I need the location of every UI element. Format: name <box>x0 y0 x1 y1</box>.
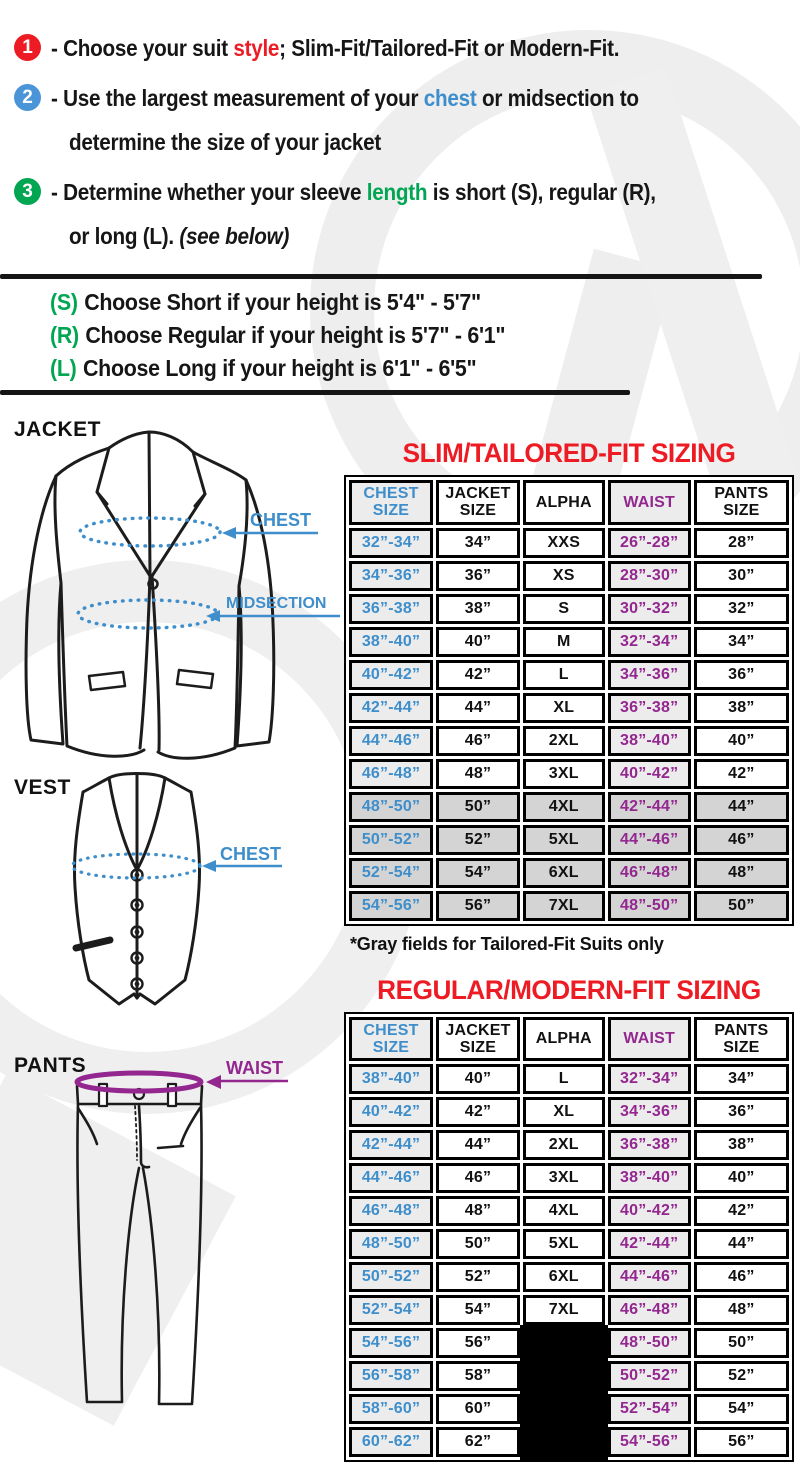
step-2-text-post: or midsection to <box>476 85 639 111</box>
waist-arrow-head <box>206 1075 221 1089</box>
column-header: JACKET SIZE <box>436 480 520 525</box>
size-cell: 42” <box>694 759 789 789</box>
column-header: WAIST <box>608 480 691 525</box>
size-cell: 58”-60” <box>349 1394 433 1424</box>
size-cell <box>523 1328 605 1358</box>
size-cell: 54” <box>694 1394 789 1424</box>
step-3-text: - Determine whether your sleeve <box>51 179 367 205</box>
size-cell: 38”-40” <box>608 1163 691 1193</box>
size-cell: 48”-50” <box>349 792 433 822</box>
step-3-badge: 3 <box>14 178 41 205</box>
size-row <box>349 561 789 591</box>
size-cell: 58” <box>436 1361 520 1391</box>
size-cell: 34” <box>694 1064 789 1094</box>
size-cell: XL <box>523 693 605 723</box>
size-cell: 40” <box>694 1163 789 1193</box>
long-text: Choose Long if your height is 6'1" - 6'5" <box>82 355 477 381</box>
size-cell: 6XL <box>523 858 605 888</box>
size-cell: 32”-34” <box>349 528 433 558</box>
size-cell: 50” <box>436 792 520 822</box>
column-header: ALPHA <box>523 480 605 525</box>
size-cell: 34”-36” <box>608 1097 691 1127</box>
size-row <box>349 627 789 657</box>
jacket-diagram <box>10 426 345 774</box>
size-cell: 40”-42” <box>608 1196 691 1226</box>
size-row <box>349 1097 789 1127</box>
size-cell: 56” <box>436 1328 520 1358</box>
step-1-text-post: ; Slim-Fit/Tailored-Fit or Modern-Fit. <box>279 35 620 61</box>
size-cell <box>523 1427 605 1457</box>
size-cell: 36” <box>436 561 520 591</box>
size-cell: 34”-36” <box>608 660 691 690</box>
jacket-title: JACKET <box>14 418 102 441</box>
size-cell: S <box>523 594 605 624</box>
size-row <box>349 528 789 558</box>
size-cell: 34”-36” <box>349 561 433 591</box>
step-3-highlight: length <box>366 179 428 205</box>
size-row <box>349 1394 789 1424</box>
size-cell: 52” <box>694 1361 789 1391</box>
size-row <box>349 1196 789 1226</box>
size-cell: 52” <box>436 825 520 855</box>
size-cell: 46” <box>436 726 520 756</box>
size-cell: 48” <box>436 1196 520 1226</box>
column-header: WAIST <box>608 1017 691 1062</box>
size-cell: 40”-42” <box>349 660 433 690</box>
regular-text: Choose Regular if your height is 5'7" - 6'1" <box>85 322 506 348</box>
size-row <box>349 1163 789 1193</box>
step-1-badge: 1 <box>14 34 41 61</box>
size-cell: XS <box>523 561 605 591</box>
size-cell: 2XL <box>523 726 605 756</box>
size-cell: 3XL <box>523 759 605 789</box>
size-cell: 50” <box>436 1229 520 1259</box>
size-cell: XXS <box>523 528 605 558</box>
size-row <box>349 1361 789 1391</box>
size-cell: 48”-50” <box>608 891 691 921</box>
size-cell: 36” <box>694 660 789 690</box>
size-cell: 5XL <box>523 825 605 855</box>
instruction-step-1 <box>14 26 792 70</box>
size-cell: 38” <box>694 1130 789 1160</box>
size-cell: M <box>523 627 605 657</box>
vest-title: VEST <box>14 776 71 799</box>
step-3-text-post: is short (S), regular (R), <box>427 179 656 205</box>
size-cell: 4XL <box>523 792 605 822</box>
size-cell <box>523 1361 605 1391</box>
size-row <box>349 792 789 822</box>
size-cell: 54”-56” <box>608 1427 691 1457</box>
size-row <box>349 1427 789 1457</box>
regular-modern-fit-title: REGULAR/MODERN-FIT SIZING <box>377 974 761 1005</box>
size-cell: 46”-48” <box>608 858 691 888</box>
size-cell: 44”-46” <box>349 726 433 756</box>
size-cell: 42” <box>436 1097 520 1127</box>
size-cell: 50”-52” <box>608 1361 691 1391</box>
instruction-step-2 <box>14 76 792 164</box>
size-row <box>349 858 789 888</box>
size-cell: 42” <box>694 1196 789 1226</box>
instruction-step-3 <box>14 170 792 258</box>
size-cell: 46”-48” <box>349 1196 433 1226</box>
size-cell: 28” <box>694 528 789 558</box>
size-cell: 42” <box>436 660 520 690</box>
size-cell: 32”-34” <box>608 627 691 657</box>
size-cell: 38”-40” <box>349 627 433 657</box>
size-row <box>349 1130 789 1160</box>
size-cell: XL <box>523 1097 605 1127</box>
size-cell: 36” <box>694 1097 789 1127</box>
size-cell: 50”-52” <box>349 825 433 855</box>
size-cell: 32” <box>694 594 789 624</box>
size-cell: 54” <box>436 858 520 888</box>
size-cell: 54”-56” <box>349 1328 433 1358</box>
size-cell: 26”-28” <box>608 528 691 558</box>
size-cell: 48” <box>694 858 789 888</box>
size-cell: 42”-44” <box>349 693 433 723</box>
size-cell: 44” <box>694 1229 789 1259</box>
size-cell: 40”-42” <box>608 759 691 789</box>
column-header: PANTS SIZE <box>694 1017 789 1062</box>
size-cell: 42”-44” <box>608 792 691 822</box>
size-cell: 46”-48” <box>608 1295 691 1325</box>
size-row <box>349 759 789 789</box>
size-cell: 36”-38” <box>608 1130 691 1160</box>
size-cell: 36”-38” <box>349 594 433 624</box>
size-cell: 50”-52” <box>349 1262 433 1292</box>
size-cell: 48” <box>436 759 520 789</box>
slim-tailored-fit-table <box>344 475 794 926</box>
size-cell: 44” <box>694 792 789 822</box>
jacket-midsection-label: MIDSECTION <box>226 595 327 612</box>
size-cell: 40” <box>436 627 520 657</box>
sizing-tables-column <box>344 438 794 1462</box>
size-cell: 4XL <box>523 1196 605 1226</box>
size-cell: 40”-42” <box>349 1097 433 1127</box>
size-cell: 54” <box>436 1295 520 1325</box>
size-cell: 48” <box>694 1295 789 1325</box>
size-cell: 56”-58” <box>349 1361 433 1391</box>
size-cell: 44”-46” <box>349 1163 433 1193</box>
size-cell: 52”-54” <box>608 1394 691 1424</box>
size-cell: 40” <box>694 726 789 756</box>
size-row <box>349 891 789 921</box>
slim-tailored-fit-title: SLIM/TAILORED-FIT SIZING <box>402 438 736 468</box>
step-1-text: - Choose your suit <box>51 35 234 61</box>
size-cell: 30” <box>694 561 789 591</box>
size-row <box>349 660 789 690</box>
size-cell: 42”-44” <box>349 1130 433 1160</box>
vest-chest-arrow-head <box>202 860 216 872</box>
pants-waist-label: WAIST <box>226 1058 283 1078</box>
size-row <box>349 1295 789 1325</box>
size-cell: L <box>523 660 605 690</box>
size-cell: 30”-32” <box>608 594 691 624</box>
column-header: PANTS SIZE <box>694 480 789 525</box>
size-cell: 52”-54” <box>349 858 433 888</box>
size-row <box>349 825 789 855</box>
chest-arrow-head <box>222 527 236 539</box>
size-cell: 5XL <box>523 1229 605 1259</box>
size-row <box>349 1229 789 1259</box>
size-cell: 34” <box>436 528 520 558</box>
size-cell: 52” <box>436 1262 520 1292</box>
size-row <box>349 594 789 624</box>
size-cell <box>523 1394 605 1424</box>
divider-line <box>0 390 630 395</box>
size-row <box>349 1262 789 1292</box>
column-header: ALPHA <box>523 1017 605 1062</box>
step-2-badge: 2 <box>14 84 41 111</box>
height-guide-long <box>50 352 540 385</box>
size-row <box>349 726 789 756</box>
size-cell: 7XL <box>523 891 605 921</box>
size-row <box>349 693 789 723</box>
size-cell: 6XL <box>523 1262 605 1292</box>
size-cell: 38”-40” <box>608 726 691 756</box>
instructions-list <box>14 26 792 264</box>
size-cell: 50” <box>694 1328 789 1358</box>
column-header: CHEST SIZE <box>349 1017 433 1062</box>
height-guide-regular <box>50 319 540 352</box>
jacket-chest-label: CHEST <box>250 510 312 530</box>
size-cell: 50” <box>694 891 789 921</box>
size-cell: 56” <box>694 1427 789 1457</box>
gray-fields-note: *Gray fields for Tailored-Fit Suits only <box>350 933 664 954</box>
size-cell: 44”-46” <box>608 1262 691 1292</box>
height-guide-short <box>50 286 540 319</box>
size-cell: 36”-38” <box>608 693 691 723</box>
divider-line <box>0 274 762 279</box>
size-cell: 34” <box>694 627 789 657</box>
column-header: JACKET SIZE <box>436 1017 520 1062</box>
step-3-see-below: (see below) <box>179 223 290 249</box>
size-cell: 38” <box>694 693 789 723</box>
regular-modern-fit-table <box>344 1012 794 1462</box>
size-cell: 62” <box>436 1427 520 1457</box>
short-key: (S) <box>50 289 78 315</box>
size-row <box>349 1064 789 1094</box>
step-2-highlight: chest <box>423 85 477 111</box>
step-1-highlight: style <box>233 35 280 61</box>
size-cell: 28”-30” <box>608 561 691 591</box>
size-cell: 60” <box>436 1394 520 1424</box>
size-cell: 44”-46” <box>608 825 691 855</box>
size-cell: 46” <box>694 1262 789 1292</box>
size-cell: L <box>523 1064 605 1094</box>
size-cell: 7XL <box>523 1295 605 1325</box>
size-cell: 54”-56” <box>349 891 433 921</box>
size-cell: 38”-40” <box>349 1064 433 1094</box>
size-row <box>349 1328 789 1358</box>
size-cell: 48”-50” <box>349 1229 433 1259</box>
size-cell: 56” <box>436 891 520 921</box>
long-key: (L) <box>50 355 77 381</box>
sleeve-length-height-guide <box>50 286 540 385</box>
step-3-text-line2: or long (L). <box>69 223 180 249</box>
size-cell: 3XL <box>523 1163 605 1193</box>
size-cell: 42”-44” <box>608 1229 691 1259</box>
pants-diagram <box>40 1058 302 1414</box>
size-cell: 38” <box>436 594 520 624</box>
step-2-text: - Use the largest measurement of your <box>51 85 424 111</box>
short-text: Choose Short if your height is 5'4" - 5'7" <box>84 289 481 315</box>
pants-title: PANTS <box>14 1054 87 1077</box>
size-cell: 52”-54” <box>349 1295 433 1325</box>
size-cell: 46” <box>436 1163 520 1193</box>
regular-key: (R) <box>50 322 79 348</box>
size-cell: 32”-34” <box>608 1064 691 1094</box>
vest-diagram <box>30 770 330 1020</box>
size-cell: 44” <box>436 1130 520 1160</box>
size-cell: 48”-50” <box>608 1328 691 1358</box>
size-cell: 46” <box>694 825 789 855</box>
size-cell: 44” <box>436 693 520 723</box>
size-cell: 2XL <box>523 1130 605 1160</box>
column-header: CHEST SIZE <box>349 480 433 525</box>
size-cell: 40” <box>436 1064 520 1094</box>
vest-chest-label: CHEST <box>220 844 282 864</box>
size-cell: 46”-48” <box>349 759 433 789</box>
step-2-text-line2: determine the size of your jacket <box>69 129 382 155</box>
size-cell: 60”-62” <box>349 1427 433 1457</box>
